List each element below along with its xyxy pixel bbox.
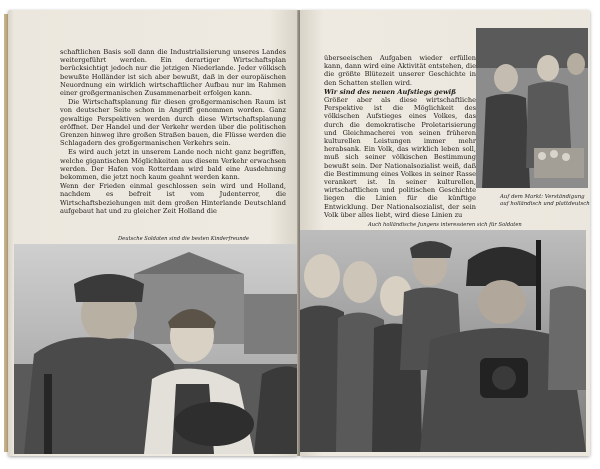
- left-paragraph-1: schaftlichen Basis soll dann die Industrialisierung unseres Landes weitergeführt werden. Ein derartiger Wirtschaftsplan berücksichtigt jedoch nur die jetzigen Niederlande. Jeder völkisch bewußte Holländer ist sich aber bewußt, daß in der europäischen Neuordnung ein wirklich wirtschaftlicher Aufbau nur im Rahmen einer großgermanischen Zusammenarbeit erfolgen kann.: [60, 48, 286, 98]
- left-paragraph-3: Es wird auch jetzt in unserem Lande noch nicht ganz begriffen, welche gigantischen Möglichkeiten aus diesem Verkehr erwachsen werden. Der Hafen von Rotterdam wird bald eine Ausdehnung bekommen, die jetzt noch kaum geahnt werden kann.: [60, 148, 286, 182]
- left-page-body-text: [60, 48, 286, 215]
- right-paragraph-1: überseeischen Aufgaben wieder erfüllen kann, dann wird eine Aktivität entstehen, die die größte Blütezeit unserer Geschichte in den Schatten stellen wird.: [324, 54, 476, 87]
- left-paragraph-2: Die Wirtschaftsplanung für diesen großgermanischen Raum ist von deutscher Seite schon in Angriff genommen worden. Ganz gewaltige Perspektiven werden durch diese Wirtschaftsplanung eröffnet. Der Handel und der Verkehr werden über die politischen Grenzen hinweg ihre großen Straßen bauen, die Flüsse werden die Schlagadern des großgermanischen Verkehrs sein.: [60, 98, 286, 148]
- right-paragraph-2: Größer aber als diese wirtschaftliche Perspektive ist die Möglichkeit des völkischen Aufstieges eines Volkes, das durch die demokratische Proletarisierung und Gleichmacherei von seinen früheren kulturellen Leistungen immer mehr herabsank. Ein Volk, das wirklich leben soll, muß sich seiner völkischen Bestimmung bewußt sein. Der Nationalsozialist weiß, daß die Bestimmung eines Volkes in seiner Rasse verankert ist. In seiner kulturellen, wirtschaftlichen und politischen Geschichte liegen die Linien für die künftige Entwicklung. Der Nationalsozialist, der sein Volk über alles liebt, wird diese Linien zu: [324, 96, 476, 219]
- market-photo-caption: Auf dem Markt: Verständigung auf holländisch und plattdeutsch: [500, 194, 590, 207]
- right-photo-caption: Auch holländische Jungens interessieren sich für Soldaten: [368, 222, 522, 228]
- photo-soldier-with-boy: [14, 244, 298, 454]
- left-page: [8, 10, 298, 456]
- open-booklet: [8, 8, 592, 460]
- right-page: [300, 10, 590, 456]
- left-paragraph-4: Wenn der Frieden einmal geschlossen sein wird und Holland, nachdem es befreit ist vom Judenterror, die Wirtschaftsbeziehungen mit dem großen Hinterlande Deutschland aufgebaut hat und zu gleicher Zeit Holland die: [60, 182, 286, 215]
- right-page-body-text: [324, 54, 476, 219]
- photo-soldiers-with-boys: [300, 230, 586, 452]
- left-photo-caption: Deutsche Soldaten sind die besten Kinderfreunde: [118, 236, 249, 242]
- photo-market-scene: [476, 28, 588, 188]
- right-section-heading: Wir sind des neuen Aufstiegs gewiß: [324, 87, 457, 96]
